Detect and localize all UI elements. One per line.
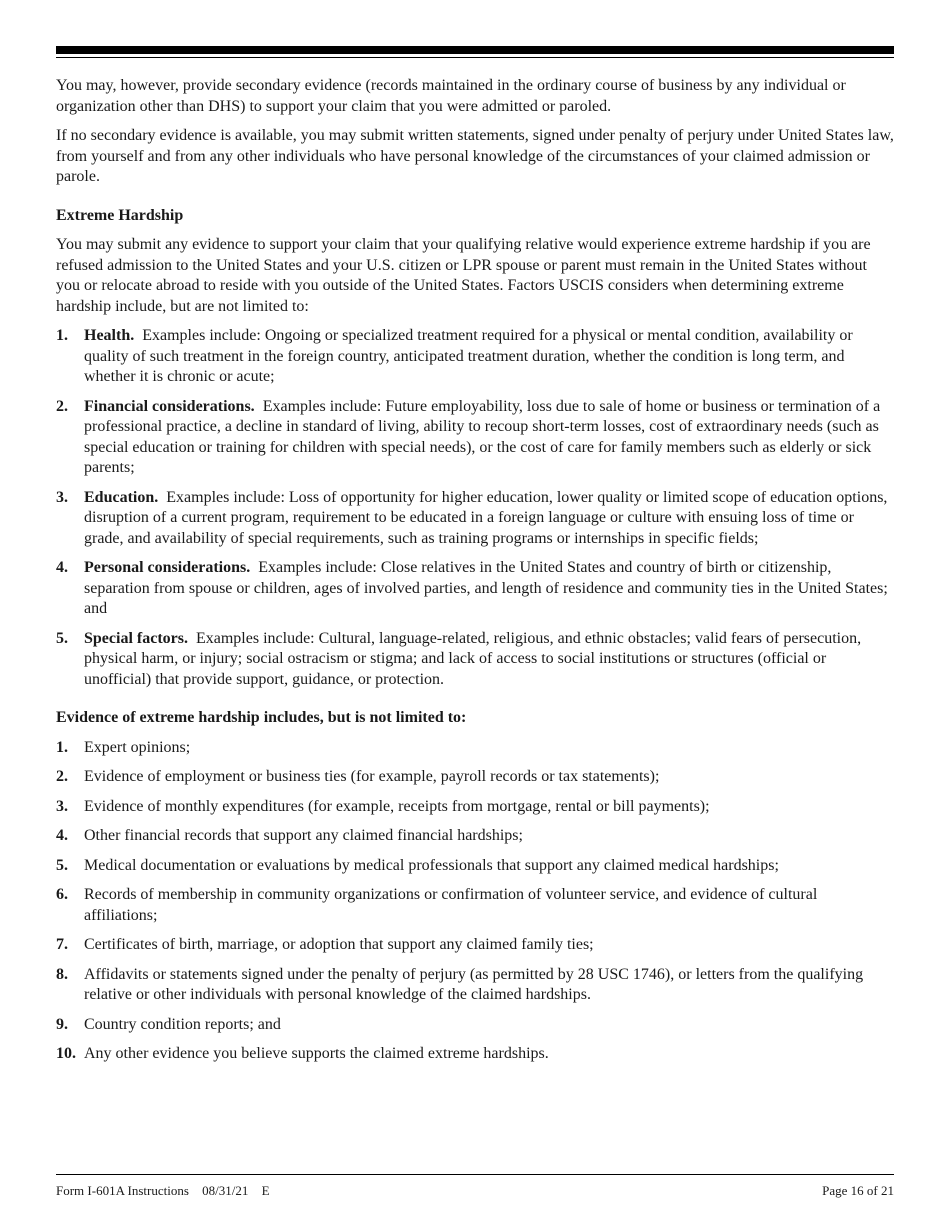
factor-title: Health. [84, 327, 135, 344]
intro-paragraph-1: You may, however, provide secondary evidence (records maintained in the ordinary course of business by any individual or organization other than DHS) to support your claim that you were admitted or paroled. [56, 77, 846, 115]
factor-text: Examples include: Cultural, language-related, religious, and ethnic obstacles; valid fears of persecution, physical harm, or injury; social ostracism or stigma; and lack of access to social institutions or structures (official or unofficial) that provide support, guidance, or protection. [84, 629, 862, 688]
list-number: 7. [56, 936, 68, 953]
evidence-heading: Evidence of extreme hardship includes, but is not limited to: [56, 709, 467, 726]
list-number: 3. [56, 797, 68, 815]
evidence-text: Medical documentation or evaluations by medical professionals that support any claimed medical hardships; [84, 856, 779, 874]
factor-title: Special factors. [84, 629, 188, 647]
extreme-hardship-intro: You may submit any evidence to support your claim that your qualifying relative would experience extreme hardship if you are refused admission to the United States and your U.S. citizen or LPR spouse or parent must remain in the United States without you or relocate abroad to reside with you outside of the United States. Factors USCIS considers when determining extreme hardship include, but are not limited to: [56, 236, 871, 315]
page-footer [56, 1174, 894, 1199]
list-item [56, 397, 894, 479]
factor-title: Financial considerations. [84, 397, 255, 415]
form-identifier [56, 1183, 280, 1199]
list-item [56, 965, 894, 1006]
hardship-factors-list [56, 326, 894, 690]
form-date: 08/31/21 [202, 1183, 249, 1198]
list-item [56, 935, 894, 956]
list-number: 6. [56, 886, 68, 903]
list-item [56, 629, 894, 691]
list-item [56, 797, 894, 818]
form-name: Form I-601A Instructions [56, 1183, 189, 1198]
document-page [56, 46, 894, 1074]
evidence-text: Expert opinions; [84, 738, 191, 756]
document-body [56, 76, 894, 1065]
intro-paragraph-2: If no secondary evidence is available, you may submit written statements, signed under penalty of perjury under United States law, from yourself and from any other individuals who have personal knowledge of the circumstances of your claimed admission or parole. [56, 127, 894, 185]
list-item [56, 326, 894, 388]
list-number: 2. [56, 768, 68, 785]
form-edition: E [261, 1183, 270, 1198]
evidence-text: Certificates of birth, marriage, or adoption that support any claimed family ties; [84, 936, 594, 953]
footer-rule [56, 1174, 894, 1175]
list-item [56, 826, 894, 847]
list-item [56, 1044, 894, 1065]
list-number: 3. [56, 488, 68, 506]
factor-text: Examples include: Ongoing or specialized treatment required for a physical or mental condition, availability or quality of such treatment in the foreign country, anticipated treatment duration, whether the condition is long term, and whether it is chronic or acute; [84, 327, 853, 385]
list-item [56, 856, 894, 877]
list-item [56, 767, 894, 788]
list-item [56, 558, 894, 620]
page-number: Page 16 of 21 [822, 1183, 894, 1198]
factor-text: Examples include: Future employability, loss due to sale of home or business or termination of a professional practice, a decline in standard of living, ability to recoup short-term losses, cost of extraordinary needs (such as special education or training for children with special needs), or the cost of care for family members such as elderly or sick parents; [84, 397, 881, 476]
list-number: 8. [56, 965, 68, 983]
list-number: 4. [56, 827, 68, 844]
extreme-hardship-heading: Extreme Hardship [56, 206, 184, 224]
list-number: 5. [56, 856, 68, 874]
evidence-list [56, 738, 894, 1065]
list-number: 1. [56, 738, 68, 756]
list-number: 1. [56, 327, 68, 344]
list-number: 9. [56, 1015, 68, 1033]
list-number: 2. [56, 397, 68, 415]
header-rule-thin [56, 57, 894, 58]
evidence-text: Affidavits or statements signed under the penalty of perjury (as permitted by 28 USC 1746), or letters from the qualifying relative or other individuals with personal knowledge of the claimed hardships. [84, 965, 864, 1003]
evidence-text: Country condition reports; and [84, 1015, 281, 1033]
list-item [56, 1015, 894, 1036]
list-item [56, 885, 894, 926]
list-number: 10. [56, 1045, 76, 1062]
list-number: 4. [56, 559, 68, 576]
list-item [56, 488, 894, 550]
evidence-text: Other financial records that support any claimed financial hardships; [84, 827, 523, 844]
evidence-text: Records of membership in community organizations or confirmation of volunteer service, and evidence of cultural affiliations; [84, 886, 818, 924]
list-item [56, 738, 894, 759]
factor-title: Education. [84, 488, 159, 506]
list-number: 5. [56, 629, 68, 647]
evidence-text: Evidence of employment or business ties (for example, payroll records or tax statements); [84, 768, 660, 785]
evidence-text: Any other evidence you believe supports the claimed extreme hardships. [84, 1045, 549, 1062]
header-rule-thick [56, 46, 894, 54]
factor-text: Examples include: Close relatives in the United States and country of birth or citizenship, separation from spouse or children, ages of involved parties, and length of residence and community ties in the United States; and [84, 559, 888, 617]
factor-text: Examples include: Loss of opportunity for higher education, lower quality or limited scope of education options, disruption of a current program, requirement to be educated in a foreign language or culture with ensuing loss of time or grade, and availability of special requirements, such as training programs or internships in specific fields; [84, 488, 888, 547]
factor-title: Personal considerations. [84, 559, 251, 576]
evidence-text: Evidence of monthly expenditures (for example, receipts from mortgage, rental or bill payments); [84, 797, 710, 815]
